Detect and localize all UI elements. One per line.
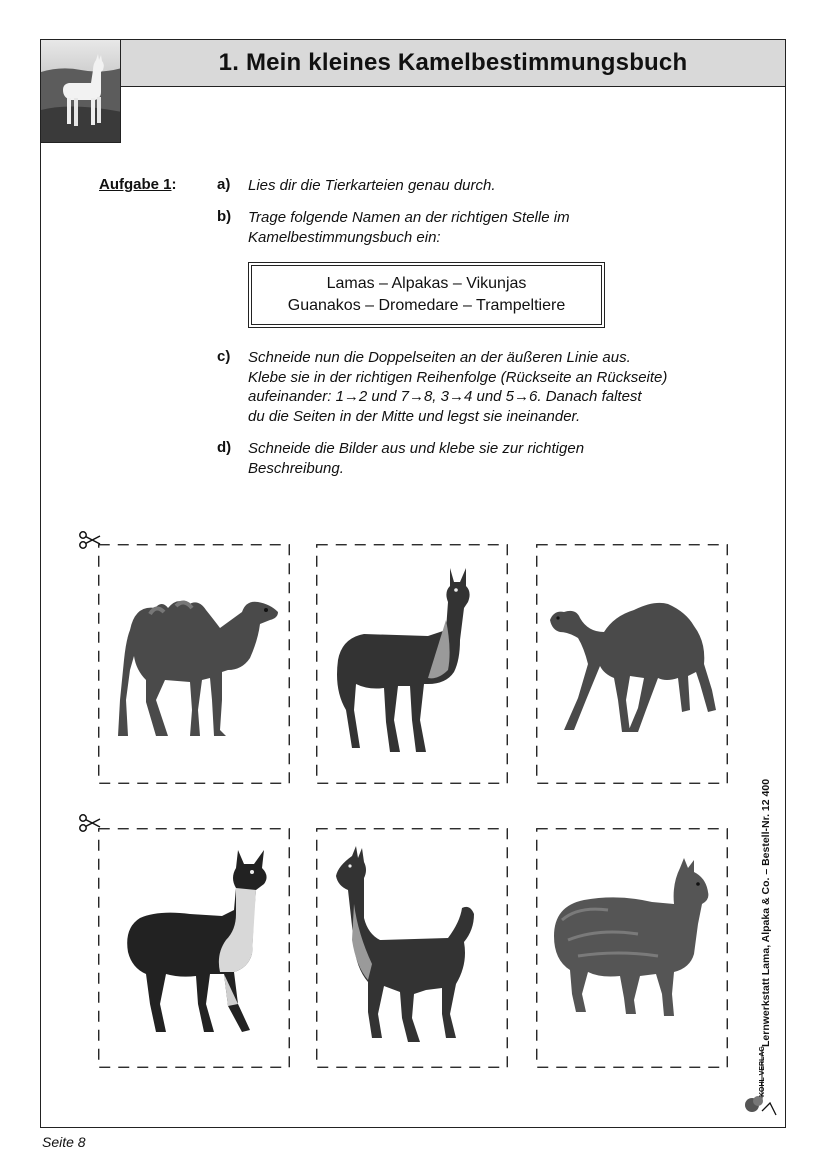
- step-line: Klebe sie in der richtigen Reihenfolge (Rückseite an Rückseite): [248, 368, 668, 386]
- step-letter: c): [217, 348, 231, 365]
- step-line: du die Seiten in der Mitte und legst sie ineinander.: [248, 407, 581, 425]
- step-line: Trage folgende Namen an der richtigen Stelle im: [248, 209, 570, 226]
- step-line: Lies dir die Tierkarteien genau durch.: [248, 177, 496, 194]
- step-text: [248, 208, 570, 247]
- names-line-1: Lamas – Alpakas – Vikunjas: [326, 275, 527, 292]
- page-title: 1. Mein kleines Kamelbestimmungsbuch: [218, 49, 688, 76]
- step-letter: b): [217, 208, 232, 225]
- step-letter: d): [217, 439, 232, 456]
- llama-icon: [110, 844, 280, 1044]
- names-box: [248, 262, 605, 328]
- step-text: [248, 439, 584, 478]
- task-label: [99, 176, 177, 193]
- step-line: Beschreibung.: [248, 459, 344, 477]
- cutout-card[interactable]: [536, 828, 728, 1068]
- step-text: [248, 348, 667, 426]
- step-line: Kamelbestimmungsbuch ein:: [248, 228, 441, 246]
- step-line: Schneide nun die Doppelseiten an der äußeren Linie aus.: [248, 349, 631, 366]
- step-text: [248, 176, 496, 196]
- publisher-name: KOHL VERLAG: [759, 1046, 766, 1097]
- task-label-text: Aufgabe 1: [99, 176, 172, 193]
- vicuna-icon: [328, 560, 498, 760]
- step-line: aufeinander: 1→2 und 7→8, 3→4 und 5→6. Danach faltest: [248, 388, 642, 405]
- alpaca-icon: [548, 844, 718, 1044]
- dromedary-icon: [548, 560, 718, 760]
- cutout-card[interactable]: [316, 544, 508, 784]
- step-letter: a): [217, 176, 231, 193]
- cutout-card[interactable]: [316, 828, 508, 1068]
- page-number: Seite 8: [42, 1134, 86, 1150]
- guanaco-icon: [328, 844, 498, 1044]
- cutout-card[interactable]: [98, 544, 290, 784]
- names-box-inner: [251, 265, 602, 325]
- step-line: Schneide die Bilder aus und klebe sie zur richtigen: [248, 440, 585, 457]
- side-text: Lernwerkstatt Lama, Alpaka & Co. – Bestell-Nr. 12 400: [760, 778, 772, 1047]
- names-line-2: Guanakos – Dromedare – Trampeltiere: [287, 297, 566, 314]
- cutout-card[interactable]: [536, 544, 728, 784]
- llama-photo-icon: [40, 39, 121, 143]
- task-label-colon: :: [171, 176, 177, 193]
- bactrian-camel-icon: [110, 560, 280, 760]
- title-bar: [121, 39, 786, 87]
- publisher-logo: [740, 1045, 780, 1117]
- cutout-card[interactable]: [98, 828, 290, 1068]
